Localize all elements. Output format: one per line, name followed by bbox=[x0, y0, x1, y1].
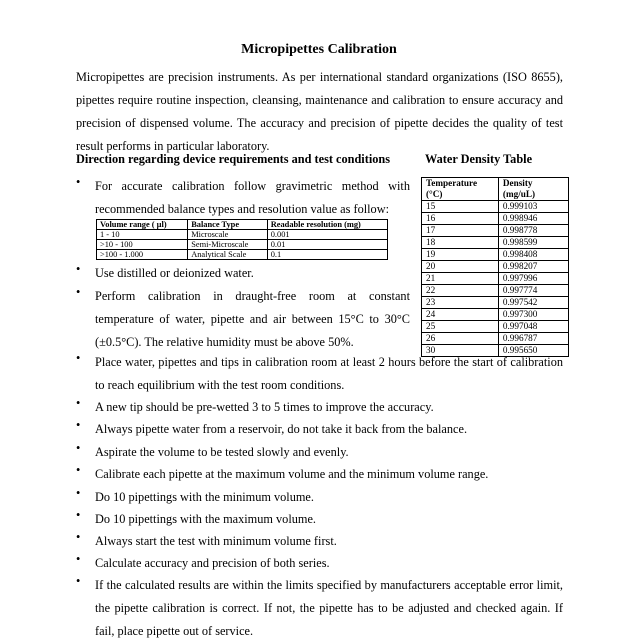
intro-paragraph: Micropipettes are precision instruments. As per international standard organizations (ISO 8655), pipettes require routine inspection, cleansing, maintenance and calibration to ensure accuracy and precision of dispensed volume. The accuracy and precision of pipette decides the quality of test result performs in particular laboratory. bbox=[76, 70, 563, 153]
table-row bbox=[422, 333, 569, 345]
table-cell: 21 bbox=[422, 273, 499, 285]
table-cell: 0.997996 bbox=[498, 273, 568, 285]
table-cell: 0.998599 bbox=[498, 237, 568, 249]
bullet-marker: • bbox=[76, 508, 81, 522]
table-cell: Semi-Microscale bbox=[188, 240, 268, 250]
bullet-aspirate: Aspirate the volume to be tested slowly and evenly. bbox=[95, 445, 349, 459]
table-cell: 15 bbox=[422, 201, 499, 213]
bullet-start-minimum: Always start the test with minimum volume first. bbox=[95, 534, 337, 548]
bullet-marker: • bbox=[76, 418, 81, 432]
bullet-marker: • bbox=[76, 285, 81, 299]
table-cell: >100 - 1.000 bbox=[97, 250, 188, 260]
table-header-row bbox=[422, 178, 569, 201]
bullet-gravimetric: For accurate calibration follow gravimetric method with recommended balance types and resolution value as follow: bbox=[95, 179, 410, 216]
balance-table bbox=[96, 219, 388, 260]
table-row bbox=[422, 285, 569, 297]
bullet-marker: • bbox=[76, 486, 81, 500]
bullet-reservoir: Always pipette water from a reservoir, do not take it back from the balance. bbox=[95, 422, 468, 436]
bullet-pre-wet-tip: A new tip should be pre-wetted 3 to 5 times to improve the accuracy. bbox=[95, 400, 434, 414]
bullet-max-volume: Do 10 pipettings with the maximum volume. bbox=[95, 512, 316, 526]
bullet-marker: • bbox=[76, 262, 81, 276]
bullet-marker: • bbox=[76, 396, 81, 410]
table-row bbox=[97, 240, 388, 250]
table-cell: 0.001 bbox=[267, 230, 387, 240]
table-row bbox=[422, 249, 569, 261]
table-cell: 16 bbox=[422, 213, 499, 225]
table-cell: 0.998946 bbox=[498, 213, 568, 225]
table-cell: 30 bbox=[422, 345, 499, 357]
table-row bbox=[422, 297, 569, 309]
table-cell: 26 bbox=[422, 333, 499, 345]
table-cell: 0.01 bbox=[267, 240, 387, 250]
table-cell: 18 bbox=[422, 237, 499, 249]
bullet-min-volume: Do 10 pipettings with the minimum volume. bbox=[95, 490, 314, 504]
column-header: Temperature (°C) bbox=[422, 178, 499, 201]
bullet-calibrate-range: Calibrate each pipette at the maximum volume and the minimum volume range. bbox=[95, 467, 489, 481]
table-cell: 0.998207 bbox=[498, 261, 568, 273]
table-cell: 1 - 10 bbox=[97, 230, 188, 240]
column-header: Density (mg/uL) bbox=[498, 178, 568, 201]
table-row bbox=[422, 321, 569, 333]
table-row bbox=[97, 250, 388, 260]
table-cell: 23 bbox=[422, 297, 499, 309]
table-cell: 0.997300 bbox=[498, 309, 568, 321]
table-cell: 0.997774 bbox=[498, 285, 568, 297]
bullet-limits: If the calculated results are within the limits specified by manufacturers acceptable error limit, the pipette calibration is correct. If not, the pipette has to be adjusted and checked again. If fail, place pipette out of service. bbox=[95, 578, 563, 638]
table-cell: 19 bbox=[422, 249, 499, 261]
table-cell: 24 bbox=[422, 309, 499, 321]
table-row bbox=[422, 201, 569, 213]
table-row bbox=[422, 237, 569, 249]
bullet-marker: • bbox=[76, 463, 81, 477]
table-cell: 0.997048 bbox=[498, 321, 568, 333]
water-density-table bbox=[421, 177, 569, 357]
table-cell: 0.996787 bbox=[498, 333, 568, 345]
bullet-marker: • bbox=[76, 351, 81, 365]
table-cell: 0.998778 bbox=[498, 225, 568, 237]
table-cell: 0.998408 bbox=[498, 249, 568, 261]
table-cell: 0.999103 bbox=[498, 201, 568, 213]
table-cell: 20 bbox=[422, 261, 499, 273]
table-cell: Microscale bbox=[188, 230, 268, 240]
bullet-equilibrium: Place water, pipettes and tips in calibration room at least 2 hours before the start of calibration to reach equilibrium with the test room conditions. bbox=[95, 355, 563, 392]
table-cell: 0.997542 bbox=[498, 297, 568, 309]
table-cell: >10 - 100 bbox=[97, 240, 188, 250]
table-cell: 0.1 bbox=[267, 250, 387, 260]
table-cell: 0.995650 bbox=[498, 345, 568, 357]
bullet-distilled-water: Use distilled or deionized water. bbox=[95, 266, 254, 280]
table-row bbox=[422, 309, 569, 321]
bullet-marker: • bbox=[76, 530, 81, 544]
bullet-marker: • bbox=[76, 574, 81, 588]
section-heading-device: Direction regarding device requirements and test conditions bbox=[76, 152, 391, 166]
table-row bbox=[422, 213, 569, 225]
bullet-accuracy-precision: Calculate accuracy and precision of both series. bbox=[95, 556, 330, 570]
table-cell: 22 bbox=[422, 285, 499, 297]
table-cell: Analytical Scale bbox=[188, 250, 268, 260]
table-row bbox=[422, 273, 569, 285]
column-header: Volume range ( µl) bbox=[97, 220, 188, 230]
column-header: Readable resolution (mg) bbox=[267, 220, 387, 230]
table-row bbox=[97, 230, 388, 240]
bullet-marker: • bbox=[76, 441, 81, 455]
table-header-row bbox=[97, 220, 388, 230]
bullet-draught-free: Perform calibration in draught-free room at constant temperature of water, pipette and air between 15°C to 30°C (±0.5°C). The relative humidity must be above 50%. bbox=[95, 289, 410, 349]
table-cell: 17 bbox=[422, 225, 499, 237]
page-title: Micropipettes Calibration bbox=[241, 42, 397, 57]
table-row bbox=[422, 225, 569, 237]
table-cell: 25 bbox=[422, 321, 499, 333]
bullet-marker: • bbox=[76, 175, 81, 189]
section-heading-water-density: Water Density Table bbox=[425, 152, 533, 166]
column-header: Balance Type bbox=[188, 220, 268, 230]
table-row bbox=[422, 261, 569, 273]
bullet-marker: • bbox=[76, 552, 81, 566]
